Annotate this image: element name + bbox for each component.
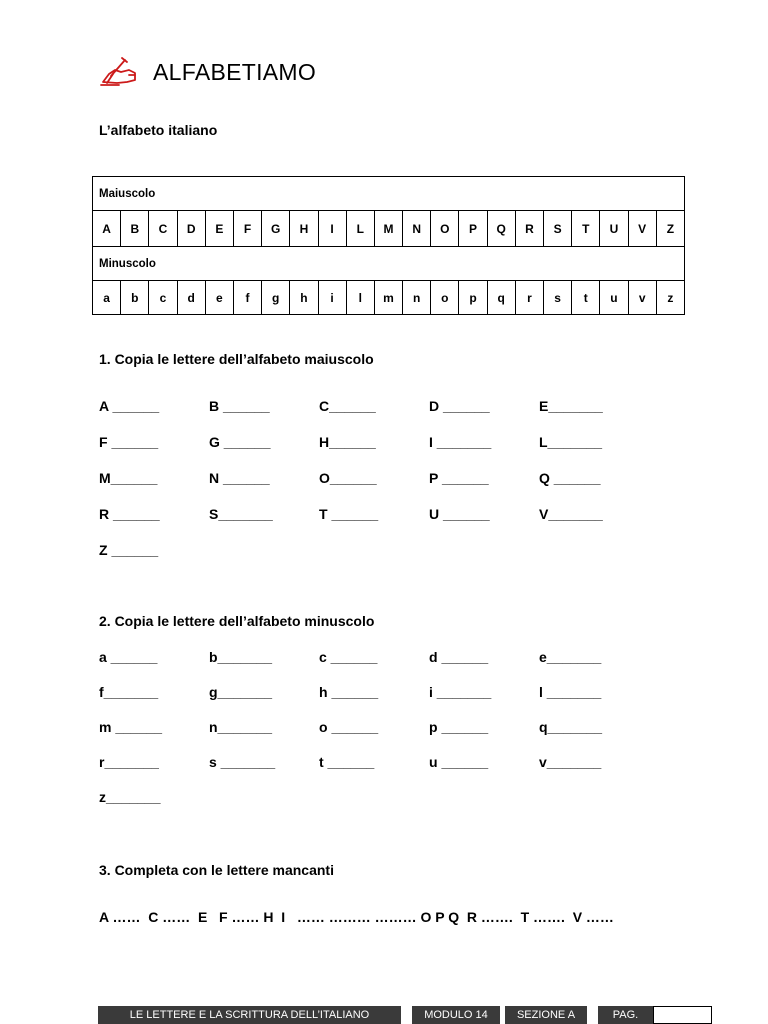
exercise2-title: 2. Copia le lettere dell’alfabeto minuscolo xyxy=(99,613,375,629)
copy-item: O______ xyxy=(319,470,377,486)
lowercase-letter-cell: z xyxy=(656,281,684,315)
footer-page-number-box xyxy=(653,1006,712,1024)
uppercase-letter-cell: P xyxy=(459,211,487,247)
exercise2-grid xyxy=(99,649,659,819)
copy-item: r_______ xyxy=(99,754,159,770)
copy-item: V_______ xyxy=(539,506,603,522)
copy-item: N ______ xyxy=(209,470,270,486)
lowercase-letter-cell: c xyxy=(149,281,177,315)
footer-course: LE LETTERE E LA SCRITTURA DELL’ITALIANO xyxy=(98,1006,401,1024)
lowercase-letter-cell: t xyxy=(572,281,600,315)
copy-item: p ______ xyxy=(429,719,489,735)
uppercase-letter-cell: I xyxy=(318,211,346,247)
copy-item: S_______ xyxy=(209,506,273,522)
copy-item: o ______ xyxy=(319,719,379,735)
lowercase-letter-cell: h xyxy=(290,281,318,315)
exercise3-text: A …… C …… E F …… H I …… ……… ……… O P Q R ……. T ……. V …… xyxy=(99,909,614,925)
copy-item: l _______ xyxy=(539,684,602,700)
exercise1-title: 1. Copia le lettere dell’alfabeto maiuscolo xyxy=(99,351,374,367)
copy-item: a ______ xyxy=(99,649,158,665)
copy-item: I _______ xyxy=(429,434,492,450)
copy-item: R ______ xyxy=(99,506,160,522)
uppercase-letter-cell: Q xyxy=(487,211,515,247)
copy-item: t ______ xyxy=(319,754,375,770)
uppercase-letter-cell: A xyxy=(93,211,121,247)
uppercase-letter-cell: C xyxy=(149,211,177,247)
lowercase-letter-cell: m xyxy=(374,281,402,315)
copy-item: q_______ xyxy=(539,719,603,735)
document-header xyxy=(99,54,316,90)
copy-item: F ______ xyxy=(99,434,159,450)
copy-item: u ______ xyxy=(429,754,489,770)
exercise3-title: 3. Completa con le lettere mancanti xyxy=(99,862,334,878)
lowercase-letter-cell: d xyxy=(177,281,205,315)
footer-module: MODULO 14 xyxy=(412,1006,500,1024)
lowercase-letter-cell: f xyxy=(233,281,261,315)
footer-section: SEZIONE A xyxy=(505,1006,587,1024)
copy-item: h ______ xyxy=(319,684,379,700)
copy-item: m ______ xyxy=(99,719,163,735)
uppercase-letter-cell: U xyxy=(600,211,628,247)
copy-item: n_______ xyxy=(209,719,273,735)
uppercase-letter-cell: Z xyxy=(656,211,684,247)
uppercase-letter-cell: O xyxy=(431,211,459,247)
lowercase-letter-cell: p xyxy=(459,281,487,315)
lowercase-row xyxy=(93,281,685,315)
copy-item: M______ xyxy=(99,470,158,486)
uppercase-letter-cell: D xyxy=(177,211,205,247)
lowercase-letter-cell: v xyxy=(628,281,656,315)
copy-item: P ______ xyxy=(429,470,489,486)
copy-item: v_______ xyxy=(539,754,602,770)
copy-item: Z ______ xyxy=(99,542,159,558)
copy-item: c ______ xyxy=(319,649,378,665)
lowercase-letter-cell: o xyxy=(431,281,459,315)
copy-item: g_______ xyxy=(209,684,273,700)
lowercase-letter-cell: e xyxy=(205,281,233,315)
copy-item: L_______ xyxy=(539,434,603,450)
copy-item: U ______ xyxy=(429,506,490,522)
copy-item: Q ______ xyxy=(539,470,601,486)
copy-item: B ______ xyxy=(209,398,270,414)
uppercase-letter-cell: L xyxy=(346,211,374,247)
lowercase-letter-cell: u xyxy=(600,281,628,315)
uppercase-letter-cell: M xyxy=(374,211,402,247)
uppercase-letter-cell: R xyxy=(515,211,543,247)
copy-item: C______ xyxy=(319,398,376,414)
footer-page-label: PAG. xyxy=(598,1006,653,1024)
uppercase-letter-cell: B xyxy=(121,211,149,247)
copy-item: E_______ xyxy=(539,398,603,414)
lowercase-letter-cell: q xyxy=(487,281,515,315)
uppercase-letter-cell: G xyxy=(262,211,290,247)
uppercase-letter-cell: F xyxy=(233,211,261,247)
lowercase-letter-cell: a xyxy=(93,281,121,315)
uppercase-letter-cell: H xyxy=(290,211,318,247)
document-title: ALFABETIAMO xyxy=(153,58,317,85)
lowercase-letter-cell: n xyxy=(403,281,431,315)
lowercase-letter-cell: s xyxy=(544,281,572,315)
lowercase-letter-cell: b xyxy=(121,281,149,315)
copy-item: d ______ xyxy=(429,649,489,665)
copy-item: D ______ xyxy=(429,398,490,414)
copy-item: A ______ xyxy=(99,398,160,414)
uppercase-letter-cell: N xyxy=(403,211,431,247)
uppercase-label: Maiuscolo xyxy=(93,177,685,211)
copy-item: z_______ xyxy=(99,789,161,805)
writing-hand-icon xyxy=(99,56,141,88)
uppercase-letter-cell: E xyxy=(205,211,233,247)
alphabet-table xyxy=(92,176,685,315)
lowercase-letter-cell: r xyxy=(515,281,543,315)
lowercase-letter-cell: l xyxy=(346,281,374,315)
uppercase-letter-cell: T xyxy=(572,211,600,247)
copy-item: i _______ xyxy=(429,684,492,700)
lowercase-letter-cell: i xyxy=(318,281,346,315)
copy-item: T ______ xyxy=(319,506,379,522)
copy-item: H______ xyxy=(319,434,376,450)
copy-item: f_______ xyxy=(99,684,159,700)
lowercase-label: Minuscolo xyxy=(93,247,685,281)
copy-item: b_______ xyxy=(209,649,273,665)
uppercase-letter-cell: V xyxy=(628,211,656,247)
uppercase-row xyxy=(93,211,685,247)
subtitle: L’alfabeto italiano xyxy=(99,122,218,138)
copy-item: s _______ xyxy=(209,754,276,770)
copy-item: G ______ xyxy=(209,434,271,450)
exercise1-grid xyxy=(99,398,659,568)
copy-item: e_______ xyxy=(539,649,602,665)
uppercase-letter-cell: S xyxy=(544,211,572,247)
lowercase-letter-cell: g xyxy=(262,281,290,315)
